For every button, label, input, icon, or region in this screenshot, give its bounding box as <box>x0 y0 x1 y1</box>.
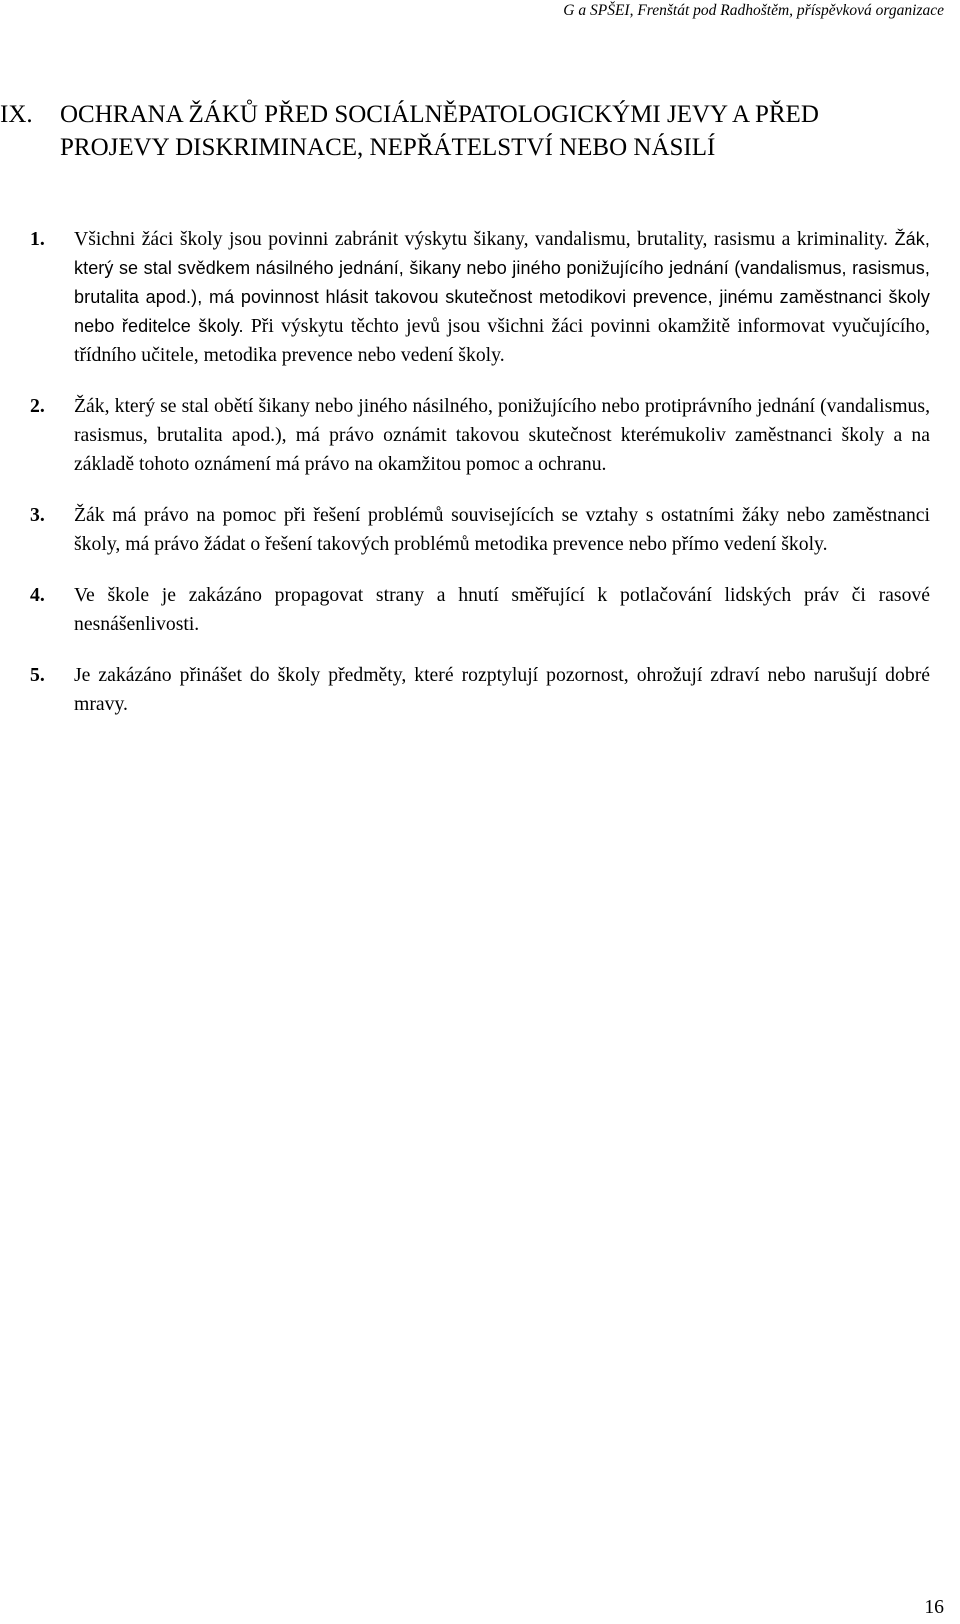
rule-number: 4. <box>30 584 45 606</box>
rule-item <box>0 392 930 479</box>
header-organization: G a SPŠEI, Frenštát pod Radhoštěm, příspěvková organizace <box>563 2 944 19</box>
page-number: 16 <box>924 1596 944 1618</box>
rule-number: 2. <box>30 395 45 417</box>
rule-text-part: Žák, který se stal svědkem násilného jednání, šikany nebo jiného ponižujícího jednání (vandalismus, rasismus, brutalita apod.), má povinnost hlásit takovou skutečnost metodikovi prevence, jinému zaměstnanci školy nebo ředitelce školy. <box>74 229 930 336</box>
rule-item <box>0 225 930 370</box>
rule-number: 1. <box>30 228 45 250</box>
rule-item <box>0 501 930 559</box>
section-heading <box>0 98 930 164</box>
rule-text-part: Všichni žáci školy jsou povinni zabránit výskytu šikany, vandalismu, brutality, rasismu a kriminality. <box>74 228 888 250</box>
section-number: IX. <box>0 101 33 128</box>
rule-item <box>0 581 930 639</box>
rule-text: Žák, který se stal obětí šikany nebo jiného násilného, ponižujícího nebo protiprávního jednání (vandalismus, rasismus, brutalita apod.), má právo oznámit takovou skutečnost kterémukoliv zaměstnanci školy a na základě tohoto oznámení má právo na okamžitou pomoc a ochranu. <box>74 395 930 475</box>
rule-text: Ve škole je zakázáno propagovat strany a hnutí směřující k potlačování lidských práv či rasové nesnášenlivosti. <box>74 584 930 635</box>
rule-text <box>74 225 930 370</box>
rule-text-part: Při výskytu těchto jevů jsou všichni žáci povinni okamžitě informovat vyučujícího, třídního učitele, metodika prevence nebo vedení školy. <box>74 315 930 366</box>
rule-text: Je zakázáno přinášet do školy předměty, které rozptylují pozornost, ohrožují zdraví nebo narušují dobré mravy. <box>74 664 930 715</box>
rule-list <box>0 225 930 741</box>
rule-text: Žák má právo na pomoc při řešení problémů souvisejících se vztahy s ostatními žáky nebo zaměstnanci školy, má právo žádat o řešení takových problémů metodika prevence nebo přímo vedení školy. <box>74 504 930 555</box>
section-title: OCHRANA ŽÁKŮ PŘED SOCIÁLNĚPATOLOGICKÝMI JEVY A PŘED PROJEVY DISKRIMINACE, NEPŘÁTELSTVÍ NEBO NÁSILÍ <box>60 101 819 161</box>
rule-number: 5. <box>30 664 45 686</box>
rule-number: 3. <box>30 504 45 526</box>
rule-item <box>0 661 930 719</box>
